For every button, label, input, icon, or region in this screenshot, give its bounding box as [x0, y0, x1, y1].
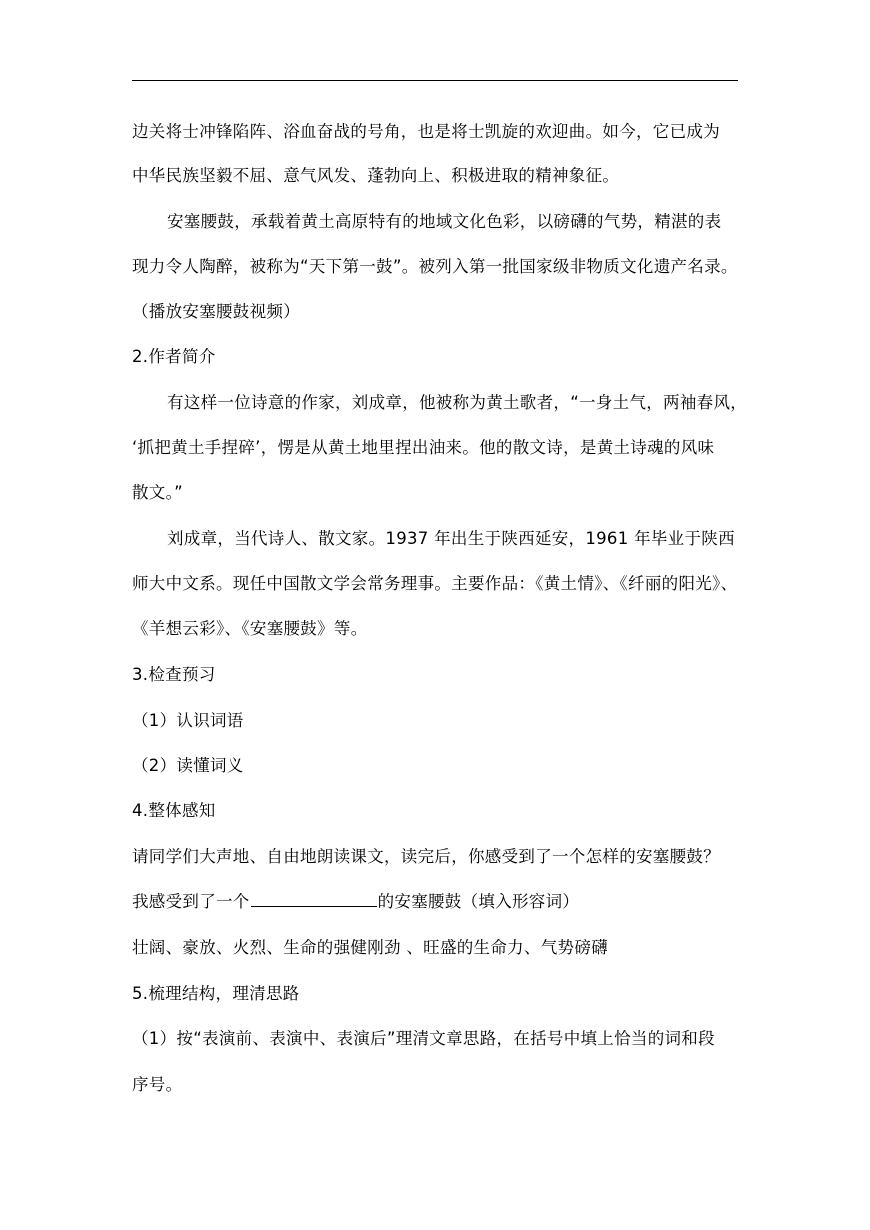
paragraph-line-5: 有这样一位诗意的作家，刘成章，他被称为黄土歌者，“一身土气，两袖春风，	[167, 393, 748, 412]
paragraph-line-10: 《羊想云彩》、《安塞腰鼓》等。	[132, 619, 368, 638]
paragraph-line-7: 散文。”	[132, 483, 183, 502]
question-line: 请同学们大声地、自由地朗读课文，读完后，你感受到了一个怎样的安塞腰鼓？	[132, 847, 720, 866]
paragraph-line-11: （1）按“表演前、表演中、表演后”理清文章思路，在括号中填上恰当的词和段	[132, 1029, 715, 1048]
section-heading-overall: 4.整体感知	[132, 801, 216, 820]
paragraph-line-8: 刘成章，当代诗人、散文家。1937 年出生于陕西延安，1961 年毕业于陕西	[167, 529, 735, 548]
paragraph-line-4: 现力令人陶醉，被称为“天下第一鼓”。被列入第一批国家级非物质文化遗产名录。	[132, 257, 738, 276]
section-heading-author: 2.作者简介	[132, 347, 216, 366]
paragraph-line-2: 中华民族坚毅不屈、意气风发、蓬勃向上、积极进取的精神象征。	[132, 166, 620, 185]
section-heading-preview: 3.检查预习	[132, 665, 216, 684]
section-heading-structure: 5.梳理结构，理清思路	[132, 984, 300, 1003]
fill-in-line	[132, 890, 752, 914]
paragraph-line-12: 序号。	[132, 1075, 183, 1094]
fill-in-blank[interactable]	[251, 891, 377, 907]
list-item: （1）认识词语	[132, 711, 244, 730]
header-rule	[132, 80, 738, 81]
paragraph-line-1: 边关将士冲锋陷阵、浴血奋战的号角，也是将士凯旋的欢迎曲。如今，它已成为	[132, 122, 720, 141]
video-note: （播放安塞腰鼓视频）	[132, 302, 300, 321]
paragraph-line-3: 安塞腰鼓，承载着黄土高原特有的地域文化色彩，以磅礴的气势，精湛的表	[167, 212, 722, 231]
list-item: （2）读懂词义	[132, 756, 244, 775]
fill-in-suffix: 的安塞腰鼓（填入形容词）	[377, 892, 580, 911]
paragraph-line-6: ‘抓把黄土手捏碎’，愣是从黄土地里捏出油来。他的散文诗，是黄土诗魂的风味	[132, 438, 715, 457]
fill-in-prefix: 我感受到了一个	[132, 892, 250, 911]
answer-line: 壮阔、豪放、火烈、生命的强健刚劲 、旺盛的生命力、气势磅礴	[132, 938, 608, 957]
paragraph-line-9: 师大中文系。现任中国散文学会常务理事。主要作品：《黄土情》、《纤丽的阳光》、	[132, 574, 738, 593]
